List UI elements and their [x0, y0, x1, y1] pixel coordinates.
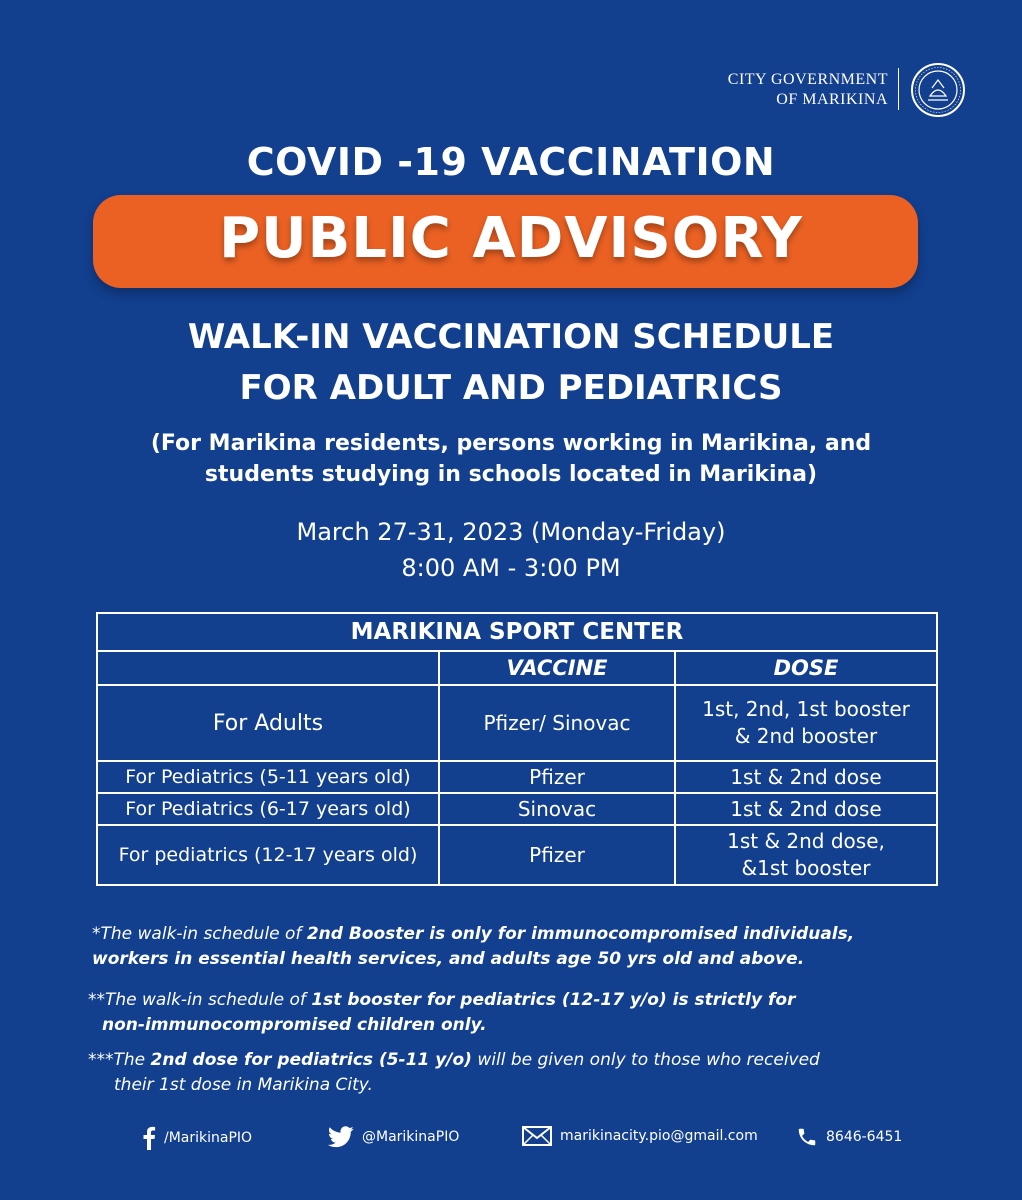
subtitle-line-2: FOR ADULT AND PEDIATRICS: [239, 368, 783, 408]
note-2-text-b: 1st booster for pediatrics (12-17 y/o) is strictly for: [311, 990, 796, 1010]
table-header-group: [97, 651, 439, 685]
venue-name: MARIKINA SPORT CENTER: [97, 613, 937, 651]
note-2-text-a: **The walk-in schedule of: [88, 990, 312, 1010]
page-title: COVID -19 VACCINATION: [246, 140, 776, 184]
phone-icon: [796, 1126, 818, 1148]
facebook-icon: [142, 1126, 156, 1150]
header-divider: [898, 68, 899, 110]
gov-line-1: CITY GOVERNMENT: [727, 71, 888, 88]
row-dose-line-2: &1st booster: [741, 856, 871, 880]
eligibility-line-2: students studying in schools located in Marikina): [204, 462, 818, 487]
table-header-vaccine: VACCINE: [439, 651, 675, 685]
facebook-handle: /MarikinaPIO: [164, 1130, 253, 1146]
row-dose-line-1: 1st, 2nd, 1st booster: [702, 697, 910, 721]
schedule-date: March 27-31, 2023 (Monday-Friday): [296, 518, 726, 546]
email-address: marikinacity.pio@gmail.com: [560, 1128, 758, 1144]
schedule-date-time: [0, 514, 1022, 586]
row-group: For Pediatrics (5-11 years old): [97, 761, 439, 793]
schedule-time: 8:00 AM - 3:00 PM: [401, 554, 621, 582]
advisory-banner-text: PUBLIC ADVISORY: [219, 206, 803, 271]
footer-facebook[interactable]: [142, 1126, 252, 1150]
row-vaccine: Sinovac: [439, 793, 675, 825]
row-dose: [675, 685, 937, 761]
table-row: [97, 825, 937, 885]
note-2nd-dose-pediatrics: [88, 1048, 928, 1098]
note-3-text-b: 2nd dose for pediatrics (5-11 y/o): [150, 1050, 472, 1070]
city-seal-icon: [910, 62, 966, 118]
note-3-text-c: will be given only to those who received: [471, 1050, 820, 1070]
table-row: [97, 793, 937, 825]
footer-phone[interactable]: [796, 1126, 902, 1148]
schedule-subtitle: [0, 312, 1022, 414]
row-dose-line-2: & 2nd booster: [734, 724, 878, 748]
note-3-text-a: ***The: [88, 1050, 151, 1070]
row-vaccine: Pfizer/ Sinovac: [439, 685, 675, 761]
note-1-text-b: 2nd Booster is only for immunocompromised individuals,: [306, 924, 855, 944]
row-group: For Pediatrics (6-17 years old): [97, 793, 439, 825]
city-government-label: [728, 70, 888, 110]
note-2nd-booster: [92, 922, 932, 972]
table-row: [97, 685, 937, 761]
note-1-text-c: workers in essential health services, and adults age 50 yrs old and above.: [92, 949, 805, 969]
row-group: For pediatrics (12-17 years old): [97, 825, 439, 885]
footer-email[interactable]: [522, 1126, 758, 1146]
row-dose-line-1: 1st & 2nd dose,: [727, 829, 885, 853]
eligibility-note: [0, 428, 1022, 490]
note-2-text-c: non-immunocompromised children only.: [102, 1015, 487, 1035]
phone-number: 8646-6451: [826, 1129, 903, 1145]
twitter-icon: [328, 1126, 354, 1148]
row-dose: 1st & 2nd dose: [675, 793, 937, 825]
row-group: For Adults: [97, 685, 439, 761]
note-1st-booster-pediatrics: [88, 988, 928, 1038]
vaccination-schedule-table: [96, 612, 938, 886]
table-header-dose: DOSE: [675, 651, 937, 685]
gov-line-2: OF MARIKINA: [776, 91, 888, 108]
row-vaccine: Pfizer: [439, 825, 675, 885]
note-1-text-a: *The walk-in schedule of: [92, 924, 307, 944]
subtitle-line-1: WALK-IN VACCINATION SCHEDULE: [187, 317, 835, 357]
eligibility-line-1: (For Marikina residents, persons working in Marikina, and: [150, 431, 872, 456]
note-3-text-d: their 1st dose in Marikina City.: [114, 1075, 373, 1095]
row-dose: 1st & 2nd dose: [675, 761, 937, 793]
table-row: [97, 761, 937, 793]
row-vaccine: Pfizer: [439, 761, 675, 793]
email-icon: [522, 1126, 552, 1146]
twitter-handle: @MarikinaPIO: [362, 1129, 460, 1145]
row-dose: [675, 825, 937, 885]
footer-twitter[interactable]: [328, 1126, 459, 1148]
